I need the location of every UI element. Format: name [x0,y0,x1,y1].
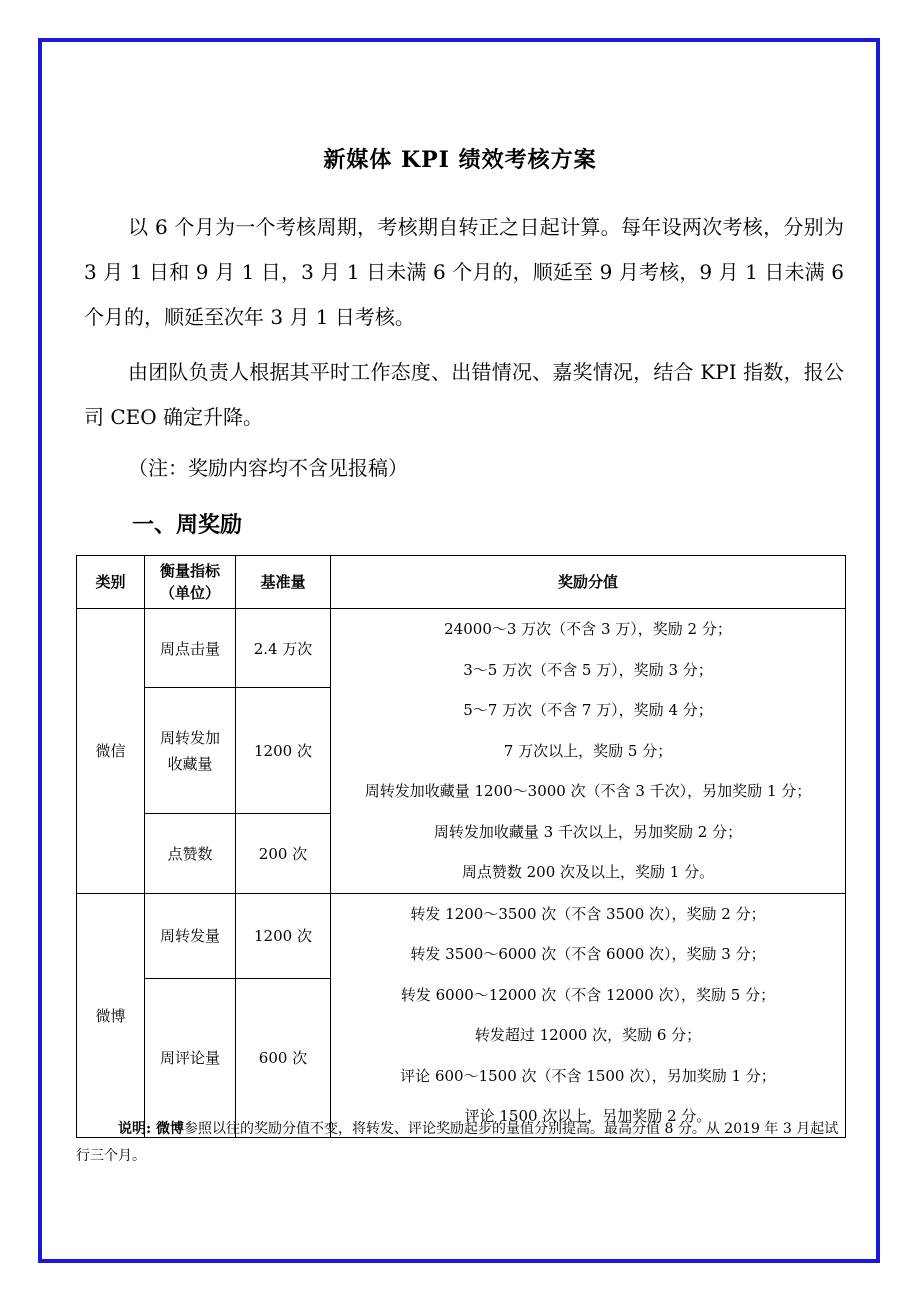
header-baseline: 基准量 [236,556,331,609]
reward-item: 3～5 万次（不含 5 万），奖励 3 分； [463,660,713,679]
metric-cell [145,688,236,814]
note-emphasis: 微博 [156,1121,185,1137]
header-reward: 奖励分值 [331,556,846,609]
category-cell-weibo: 微博 [77,893,145,1137]
reward-item: 评论 1500 次以上，另加奖励 2 分。 [464,1107,712,1125]
paragraph-review-process: 由团队负责人根据其平时工作态度、出错情况、嘉奖情况，结合 KPI 指数，报公司 CEO 确定升降。 [84,360,844,429]
baseline-cell: 1200 次 [236,688,331,814]
reward-item: 转发 6000～12000 次（不含 12000 次），奖励 5 分； [400,985,776,1004]
baseline-cell: 2.4 万次 [236,609,331,688]
metric-cell: 周评论量 [145,979,236,1138]
table-row [77,609,846,688]
reward-item: 7 万次以上，奖励 5 分； [503,741,673,760]
metric-cell: 周转发量 [145,893,236,979]
reward-item: 周转发加收藏量 3 千次以上，另加奖励 2 分； [433,822,743,841]
header-metric [145,556,236,609]
paragraph-assessment-cycle: 以 6 个月为一个考核周期，考核期自转正之日起计算。每年设两次考核，分别为 3 月 1 日和 9 月 1 日，3 月 1 日未满 6 个月的，顺延至 9 月考核，9 月 1 日未满 6 个月的，顺延至次年 3 月 1 日考核。 [84,215,844,329]
baseline-cell: 200 次 [236,814,331,893]
metric-text: 周转发加收藏量 [159,728,220,773]
baseline-cell: 600 次 [236,979,331,1138]
note-label: 说明 [118,1121,146,1137]
header-metric-line1: 衡量指标 [159,562,220,580]
reward-item: 转发 3500～6000 次（不含 6000 次），奖励 3 分； [410,945,766,963]
reward-list-weibo [333,894,843,1137]
reward-cell-wechat [331,609,846,894]
table-row [77,893,846,979]
page-title: 新媒体 KPI 绩效考核方案 [323,147,597,173]
weekly-reward-table [76,555,846,1138]
reward-item: 5～7 万次（不含 7 万），奖励 4 分； [463,701,713,719]
reward-list-wechat [333,609,843,893]
reward-item: 24000～3 万次（不含 3 万），奖励 2 分； [444,620,732,638]
reward-item: 周转发加收藏量 1200～3000 次（不含 3 千次），另加奖励 1 分； [364,782,812,800]
header-metric-line2: （单位） [159,584,220,602]
reward-item: 转发 1200～3500 次（不含 3500 次），奖励 2 分； [410,904,766,923]
reward-item: 周点赞数 200 次及以上，奖励 1 分。 [461,863,715,881]
section-heading-weekly-reward: 一、周奖励 [132,512,243,538]
table-note: 说明: 微博参照以往的奖励分值不变，将转发、评论奖励起步的量值分别提高。最高分值 8 分。从 2019 年 3 月起试行三个月。 [76,1121,839,1164]
category-cell-wechat: 微信 [77,609,145,894]
metric-cell: 点赞数 [145,814,236,893]
reward-item: 评论 600～1500 次（不含 1500 次），另加奖励 1 分； [400,1066,776,1085]
reward-cell-weibo [331,893,846,1137]
paragraph-remark: （注：奖励内容均不含见报稿） [128,456,408,480]
reward-item: 转发超过 12000 次，奖励 6 分； [474,1026,702,1044]
note-text: 参照以往的奖励分值不变，将转发、评论奖励起步的量值分别提高。最高分值 8 分。从 2019 年 3 月起试行三个月。 [76,1121,839,1164]
baseline-cell: 1200 次 [236,893,331,979]
table-header-row [77,556,846,609]
metric-cell: 周点击量 [145,609,236,688]
header-category: 类别 [77,556,145,609]
